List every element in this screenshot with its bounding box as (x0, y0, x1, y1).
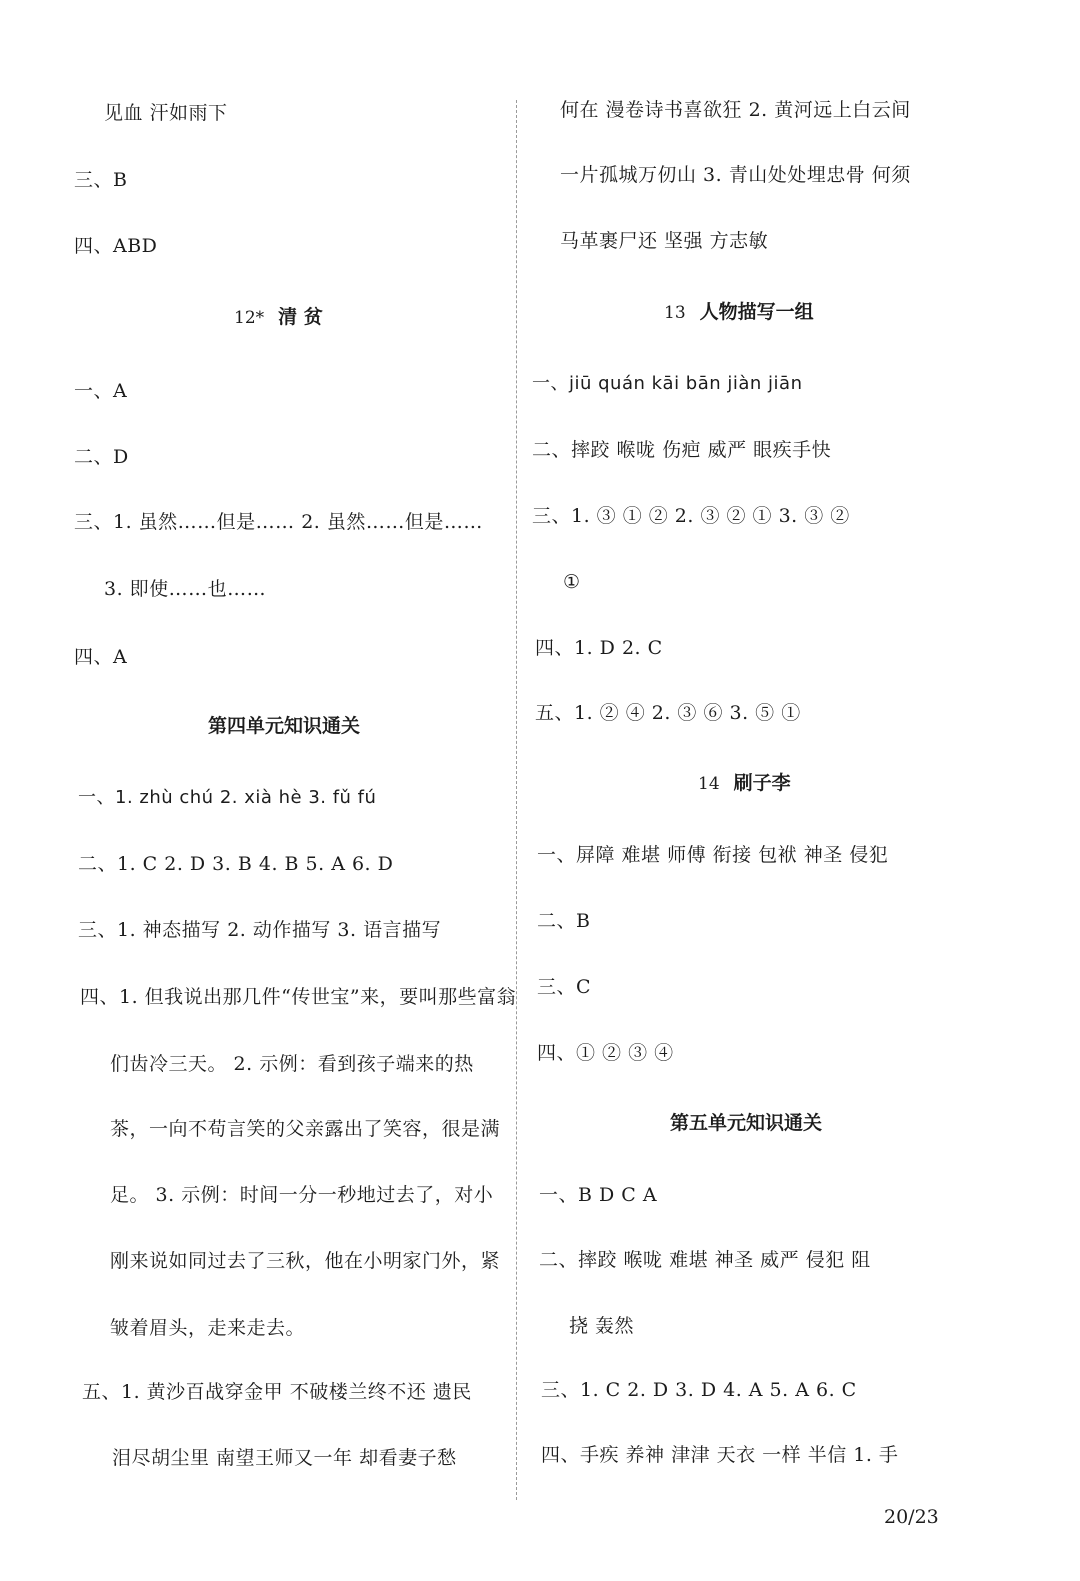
right-line-13: 四、① ② ③ ④ (537, 1042, 674, 1064)
right-line-14: 一、B D C A (539, 1184, 658, 1206)
lesson-14-title: 刷子李 (733, 772, 791, 794)
right-line-7: ① (563, 571, 581, 593)
left-line-10: 二、1. C 2. D 3. B 4. B 5. A 6. D (78, 853, 394, 875)
right-line-11: 二、B (537, 910, 591, 932)
right-line-16: 挠 轰然 (569, 1315, 635, 1337)
right-line-3: 马革裹尸还 坚强 方志敏 (560, 230, 769, 252)
right-line-12: 三、C (537, 976, 592, 998)
left-line-2: 三、B (74, 169, 128, 191)
left-line-12: 四、1. 但我说出那几件“传世宝”来，要叫那些富翁 (80, 986, 517, 1008)
left-line-19: 泪尽胡尘里 南望王师又一年 却看妻子愁 (112, 1447, 457, 1469)
right-line-18: 四、手疾 养神 津津 天衣 一样 半信 1. 手 (541, 1444, 899, 1466)
left-line-5: 二、D (74, 446, 129, 468)
left-line-18: 五、1. 黄沙百战穿金甲 不破楼兰终不还 遗民 (82, 1381, 472, 1403)
left-line-16: 刚来说如同过去了三秋，他在小明家门外，紧 (110, 1250, 501, 1272)
left-line-14: 茶，一向不苟言笑的父亲露出了笑容，很是满 (110, 1118, 501, 1140)
page-number: 20/23 (884, 1506, 939, 1528)
left-line-11: 三、1. 神态描写 2. 动作描写 3. 语言描写 (78, 919, 442, 941)
left-line-13: 们齿冷三天。 2. 示例：看到孩子端来的热 (110, 1053, 474, 1075)
left-line-6: 三、1. 虽然……但是…… 2. 虽然……但是…… (74, 511, 483, 533)
right-line-1: 何在 漫卷诗书喜欲狂 2. 黄河远上白云间 (560, 99, 911, 121)
lesson-12-heading (234, 305, 323, 330)
left-line-9: 一、1. zhù chú 2. xià hè 3. fǔ fú (78, 787, 377, 808)
left-line-7: 3. 即使……也…… (104, 578, 267, 600)
lesson-12-number: 12* (234, 308, 265, 328)
left-line-17: 皱着眉头，走来走去。 (110, 1317, 306, 1339)
lesson-12-title: 清 贫 (278, 306, 323, 328)
right-line-2: 一片孤城万仞山 3. 青山处处埋忠骨 何须 (560, 164, 911, 186)
right-line-5: 二、摔跤 喉咙 伤疤 威严 眼疾手快 (532, 439, 832, 461)
right-line-15: 二、摔跤 喉咙 难堪 神圣 威严 侵犯 阻 (539, 1249, 871, 1271)
lesson-14-heading (698, 771, 791, 796)
unit-5-heading: 第五单元知识通关 (670, 1112, 823, 1134)
right-line-6: 三、1. ③ ① ② 2. ③ ② ① 3. ③ ② (532, 505, 850, 527)
lesson-14-number: 14 (698, 774, 720, 794)
left-line-1: 见血 汗如雨下 (104, 102, 228, 124)
unit-4-heading: 第四单元知识通关 (208, 715, 361, 737)
left-line-8: 四、A (74, 646, 128, 668)
left-line-3: 四、ABD (74, 235, 158, 257)
right-line-17: 三、1. C 2. D 3. D 4. A 5. A 6. C (541, 1379, 857, 1401)
right-line-10: 一、屏障 难堪 师傅 衔接 包袱 神圣 侵犯 (537, 844, 889, 866)
left-line-15: 足。 3. 示例：时间一分一秒地过去了，对小 (110, 1184, 494, 1206)
column-divider (516, 100, 517, 1500)
left-line-4: 一、A (74, 380, 128, 402)
lesson-13-title: 人物描写一组 (699, 301, 814, 323)
right-line-9: 五、1. ② ④ 2. ③ ⑥ 3. ⑤ ① (535, 702, 801, 724)
right-line-8: 四、1. D 2. C (535, 637, 663, 659)
right-line-4: 一、jiū quán kāi bān jiàn jiān (532, 373, 803, 394)
lesson-13-heading (664, 300, 814, 325)
lesson-13-number: 13 (664, 303, 686, 323)
